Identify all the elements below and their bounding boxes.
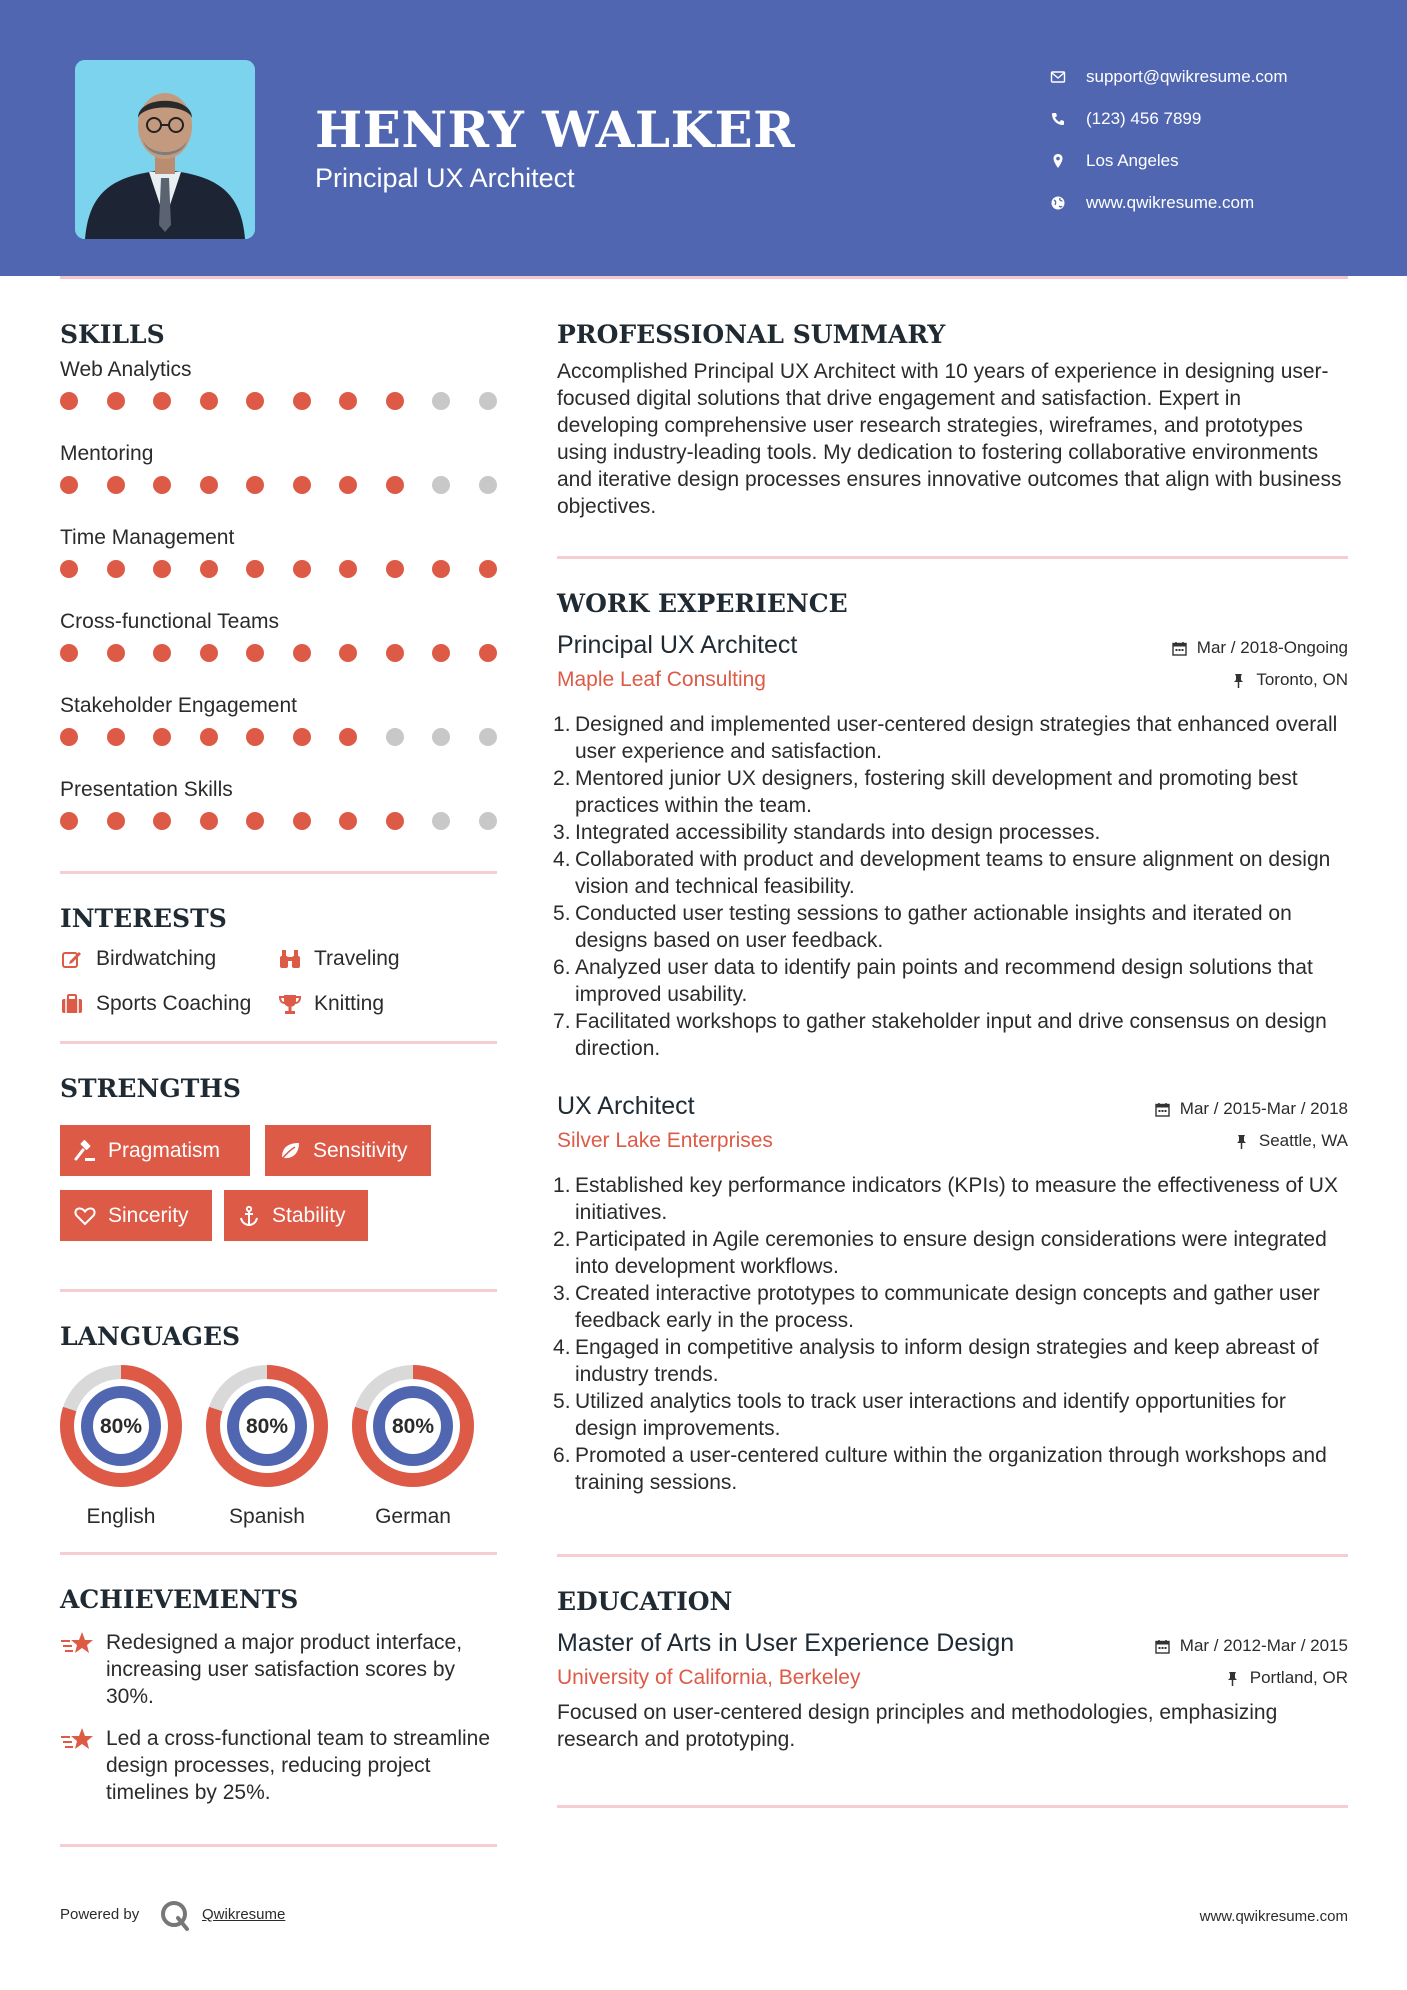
interests-heading: INTERESTS	[60, 904, 227, 933]
rating-dot-filled	[107, 560, 125, 578]
qwikresume-logo-icon	[158, 1898, 192, 1932]
rating-dot-filled	[432, 644, 450, 662]
job-bullet: Engaged in competitive analysis to inform design strategies and keep abreast of industry trends.	[575, 1336, 1319, 1386]
job-header	[557, 631, 1348, 699]
rating-dot-filled	[60, 728, 78, 746]
job-header	[557, 1092, 1348, 1160]
rating-dot-filled	[293, 392, 311, 410]
rating-dot-filled	[386, 644, 404, 662]
skill-item	[60, 358, 497, 431]
summary-section	[557, 320, 1348, 520]
rating-dot-filled	[293, 644, 311, 662]
skill-item	[60, 778, 497, 851]
strength-label: Pragmatism	[108, 1138, 221, 1162]
globe-icon	[1050, 195, 1066, 211]
job-bullet: Collaborated with product and development teams to ensure alignment on design vision and technical feasibility.	[575, 848, 1331, 898]
skill-name: Stakeholder Engagement	[60, 694, 297, 717]
resume-header	[0, 0, 1407, 276]
education-location-text: Portland, OR	[1249, 1668, 1348, 1687]
education-dates-text: Mar / 2012-Mar / 2015	[1179, 1636, 1348, 1655]
rating-dot-empty	[479, 476, 497, 494]
rating-dot-empty	[432, 728, 450, 746]
achievement-item	[60, 1725, 497, 1806]
job-dates-text: Mar / 2015-Mar / 2018	[1179, 1099, 1348, 1118]
rating-dot-filled	[60, 560, 78, 578]
heart-icon	[74, 1205, 96, 1227]
rating-dot-filled	[60, 476, 78, 494]
rating-dot-filled	[246, 728, 264, 746]
section-divider	[60, 1041, 497, 1044]
rating-dot-filled	[246, 644, 264, 662]
job-bullet: Conducted user testing sessions to gather actionable insights and iterated on designs based on user feedback.	[575, 902, 1292, 952]
rating-dot-filled	[479, 644, 497, 662]
skill-rating	[60, 644, 497, 662]
contact-website[interactable]	[1050, 182, 1288, 224]
language-item	[352, 1365, 474, 1529]
rating-dot-filled	[293, 728, 311, 746]
education-text: Focused on user-centered design principles and methodologies, emphasizing research and prototyping.	[557, 1701, 1278, 1751]
interest-label: Knitting	[314, 992, 385, 1015]
rating-dot-filled	[200, 644, 218, 662]
calendar-icon	[1155, 1639, 1170, 1654]
rating-dot-filled	[153, 560, 171, 578]
achievement-text: Led a cross-functional team to streamline design processes, reducing project timelines by 25%.	[106, 1727, 491, 1804]
gavel-icon	[74, 1140, 96, 1162]
section-divider	[60, 1844, 497, 1847]
pencil-square-icon	[60, 947, 84, 971]
section-divider	[60, 1289, 497, 1292]
section-divider	[60, 871, 497, 874]
rating-dot-filled	[293, 476, 311, 494]
pushpin-icon	[1225, 1671, 1240, 1686]
rating-dot-filled	[107, 476, 125, 494]
rating-dot-filled	[153, 476, 171, 494]
strength-tag	[60, 1125, 250, 1176]
contact-phone-text: (123) 456 7899	[1086, 109, 1202, 128]
star-icon	[60, 1629, 94, 1659]
skill-item	[60, 694, 497, 767]
candidate-name: HENRY WALKER	[315, 100, 796, 159]
skills-list	[60, 358, 497, 851]
pushpin-icon	[1234, 1134, 1249, 1149]
achievement-item	[60, 1629, 497, 1710]
rating-dot-filled	[107, 392, 125, 410]
contact-phone[interactable]	[1050, 98, 1288, 140]
job-bullet: Facilitated workshops to gather stakeholder input and drive consensus on design direction.	[575, 1010, 1327, 1060]
interest-item	[60, 947, 216, 971]
skills-heading: SKILLS	[60, 320, 165, 349]
calendar-icon	[1172, 641, 1187, 656]
section-divider	[557, 1805, 1348, 1808]
language-ring-chart	[60, 1365, 182, 1487]
language-ring-chart	[352, 1365, 474, 1487]
achievements-heading: ACHIEVEMENTS	[60, 1585, 299, 1614]
skill-rating	[60, 476, 497, 494]
envelope-icon	[1050, 69, 1066, 85]
job-dates-text: Mar / 2018-Ongoing	[1196, 638, 1348, 657]
job-bullet: Mentored junior UX designers, fostering skill development and promoting best practices within the team.	[575, 767, 1298, 817]
pushpin-icon	[1231, 673, 1246, 688]
languages-heading: LANGUAGES	[60, 1322, 241, 1351]
languages-list	[60, 1365, 497, 1540]
skills-section	[60, 320, 497, 851]
achievement-text: Redesigned a major product interface, increasing user satisfaction scores by 30%.	[106, 1631, 463, 1708]
job-bullets	[557, 711, 1348, 1062]
job-bullet: Utilized analytics tools to track user interactions and identify opportunities for design improvements.	[575, 1390, 1286, 1440]
skill-rating	[60, 560, 497, 578]
job-entry	[557, 631, 1348, 1062]
strength-label: Sensitivity	[313, 1138, 408, 1162]
interest-item	[278, 992, 384, 1016]
contact-email-text: support@qwikresume.com	[1086, 67, 1288, 86]
experience-heading: WORK EXPERIENCE	[557, 589, 848, 618]
phone-icon	[1050, 111, 1066, 127]
skill-name: Time Management	[60, 526, 235, 549]
binoculars-icon	[278, 947, 302, 971]
skill-item	[60, 610, 497, 683]
strengths-list	[60, 1125, 497, 1265]
rating-dot-filled	[246, 392, 264, 410]
strength-tag	[224, 1190, 368, 1241]
contact-website-text: www.qwikresume.com	[1086, 193, 1255, 212]
contact-email[interactable]	[1050, 56, 1288, 98]
interest-label: Sports Coaching	[96, 992, 252, 1015]
strength-tag	[60, 1190, 212, 1241]
rating-dot-filled	[153, 812, 171, 830]
interest-label: Traveling	[314, 947, 400, 970]
star-icon	[60, 1725, 94, 1755]
rating-dot-filled	[153, 728, 171, 746]
skill-name: Cross-functional Teams	[60, 610, 280, 633]
qwikresume-link[interactable]: Qwikresume	[202, 1906, 286, 1923]
job-bullet: Promoted a user-centered culture within the organization through workshops and training sessions.	[575, 1444, 1327, 1494]
rating-dot-empty	[432, 476, 450, 494]
job-entry	[557, 1092, 1348, 1496]
job-title: UX Architect	[557, 1092, 695, 1120]
rating-dot-filled	[339, 728, 357, 746]
rating-dot-filled	[246, 560, 264, 578]
suitcase-icon	[60, 992, 84, 1016]
candidate-title: Principal UX Architect	[315, 163, 575, 193]
contact-location	[1050, 140, 1288, 182]
contact-list	[1050, 56, 1288, 224]
job-location-text: Toronto, ON	[1256, 670, 1348, 689]
rating-dot-filled	[339, 812, 357, 830]
right-column	[557, 320, 1348, 1808]
language-percent: 80%	[391, 1415, 435, 1438]
rating-dot-filled	[153, 392, 171, 410]
rating-dot-empty	[432, 392, 450, 410]
rating-dot-filled	[479, 560, 497, 578]
school-name: University of California, Berkeley	[557, 1666, 861, 1689]
rating-dot-empty	[479, 812, 497, 830]
page-footer	[60, 1898, 1348, 1934]
rating-dot-filled	[200, 392, 218, 410]
footer-url[interactable]: www.qwikresume.com	[1199, 1908, 1348, 1925]
skill-name: Mentoring	[60, 442, 154, 465]
strength-label: Sincerity	[108, 1203, 189, 1227]
language-percent: 80%	[245, 1415, 289, 1438]
rating-dot-empty	[386, 728, 404, 746]
rating-dot-filled	[293, 812, 311, 830]
leaf-icon	[279, 1140, 301, 1162]
rating-dot-filled	[246, 812, 264, 830]
calendar-icon	[1155, 1102, 1170, 1117]
rating-dot-filled	[153, 644, 171, 662]
rating-dot-filled	[386, 812, 404, 830]
job-bullet: Designed and implemented user-centered design strategies that enhanced overall user experience and satisfaction.	[575, 713, 1338, 763]
trophy-icon	[278, 992, 302, 1016]
job-company: Silver Lake Enterprises	[557, 1129, 773, 1152]
rating-dot-filled	[107, 728, 125, 746]
language-percent: 80%	[99, 1415, 143, 1438]
rating-dot-filled	[60, 392, 78, 410]
rating-dot-filled	[293, 560, 311, 578]
job-dates	[1172, 638, 1348, 658]
rating-dot-filled	[107, 644, 125, 662]
rating-dot-filled	[60, 644, 78, 662]
interests-section	[60, 904, 497, 1037]
job-location	[1231, 670, 1348, 690]
job-title: Principal UX Architect	[557, 631, 798, 659]
rating-dot-filled	[432, 560, 450, 578]
job-bullet: Analyzed user data to identify pain points and recommend design solutions that improved usability.	[575, 956, 1313, 1006]
skill-rating	[60, 392, 497, 410]
languages-section	[60, 1322, 497, 1540]
anchor-icon	[238, 1205, 260, 1227]
rating-dot-empty	[432, 812, 450, 830]
strengths-section	[60, 1074, 497, 1265]
job-bullets	[557, 1172, 1348, 1496]
rating-dot-filled	[386, 560, 404, 578]
language-item	[206, 1365, 328, 1529]
job-location	[1234, 1131, 1348, 1151]
section-divider	[557, 556, 1348, 559]
education-location	[1225, 1668, 1348, 1688]
interest-item	[278, 947, 400, 971]
interest-item	[60, 992, 251, 1016]
job-bullet: Integrated accessibility standards into design processes.	[575, 821, 1101, 844]
skill-item	[60, 526, 497, 599]
education-heading: EDUCATION	[557, 1587, 733, 1616]
skill-name: Web Analytics	[60, 358, 192, 381]
rating-dot-empty	[479, 392, 497, 410]
rating-dot-filled	[339, 644, 357, 662]
interest-label: Birdwatching	[96, 947, 217, 970]
rating-dot-filled	[246, 476, 264, 494]
rating-dot-filled	[386, 476, 404, 494]
rating-dot-empty	[479, 728, 497, 746]
job-bullet: Created interactive prototypes to communicate design concepts and gather user feedback early in the process.	[575, 1282, 1320, 1332]
strength-label: Stability	[272, 1203, 346, 1227]
degree-title: Master of Arts in User Experience Design	[557, 1629, 1015, 1657]
interests-list	[60, 947, 497, 1037]
section-divider	[60, 1552, 497, 1555]
rating-dot-filled	[386, 392, 404, 410]
map-marker-icon	[1050, 153, 1066, 169]
left-column	[60, 320, 497, 1847]
header-divider	[60, 276, 1348, 279]
rating-dot-filled	[200, 476, 218, 494]
language-name: Spanish	[229, 1505, 305, 1528]
rating-dot-filled	[339, 476, 357, 494]
strengths-heading: STRENGTHS	[60, 1074, 241, 1103]
language-name: German	[375, 1505, 451, 1528]
rating-dot-filled	[60, 812, 78, 830]
education-header	[557, 1629, 1348, 1697]
achievements-section	[60, 1585, 497, 1806]
summary-heading: PROFESSIONAL SUMMARY	[557, 320, 946, 349]
job-bullet: Established key performance indicators (KPIs) to measure the effectiveness of UX initiatives.	[575, 1174, 1338, 1224]
section-divider	[557, 1554, 1348, 1557]
language-name: English	[86, 1505, 156, 1528]
profile-photo	[75, 60, 255, 239]
skill-rating	[60, 812, 497, 830]
job-company: Maple Leaf Consulting	[557, 668, 766, 691]
skill-item	[60, 442, 497, 515]
skill-rating	[60, 728, 497, 746]
contact-location-text: Los Angeles	[1086, 151, 1179, 170]
strength-tag	[265, 1125, 431, 1176]
portrait-image	[75, 60, 255, 239]
rating-dot-filled	[107, 812, 125, 830]
experience-section	[557, 589, 1348, 1496]
education-dates	[1155, 1636, 1348, 1656]
skill-name: Presentation Skills	[60, 778, 233, 801]
rating-dot-filled	[200, 812, 218, 830]
education-section	[557, 1587, 1348, 1753]
job-bullet: Participated in Agile ceremonies to ensure design considerations were integrated into development workflows.	[575, 1228, 1327, 1278]
rating-dot-filled	[200, 728, 218, 746]
language-item	[60, 1365, 182, 1529]
powered-by-label: Powered by	[60, 1906, 140, 1923]
rating-dot-filled	[339, 392, 357, 410]
rating-dot-filled	[339, 560, 357, 578]
job-dates	[1155, 1099, 1348, 1119]
summary-text: Accomplished Principal UX Architect with 10 years of experience in designing user-focused digital solutions that drive engagement and satisfaction. Expert in developing comprehensive user research strategies, wireframes, and prototypes using industry-leading tools. My dedication to fostering collaborative environments and iterative design processes ensures innovative outcomes that align with business objectives.	[557, 360, 1342, 518]
job-location-text: Seattle, WA	[1258, 1131, 1348, 1150]
rating-dot-filled	[200, 560, 218, 578]
language-ring-chart	[206, 1365, 328, 1487]
